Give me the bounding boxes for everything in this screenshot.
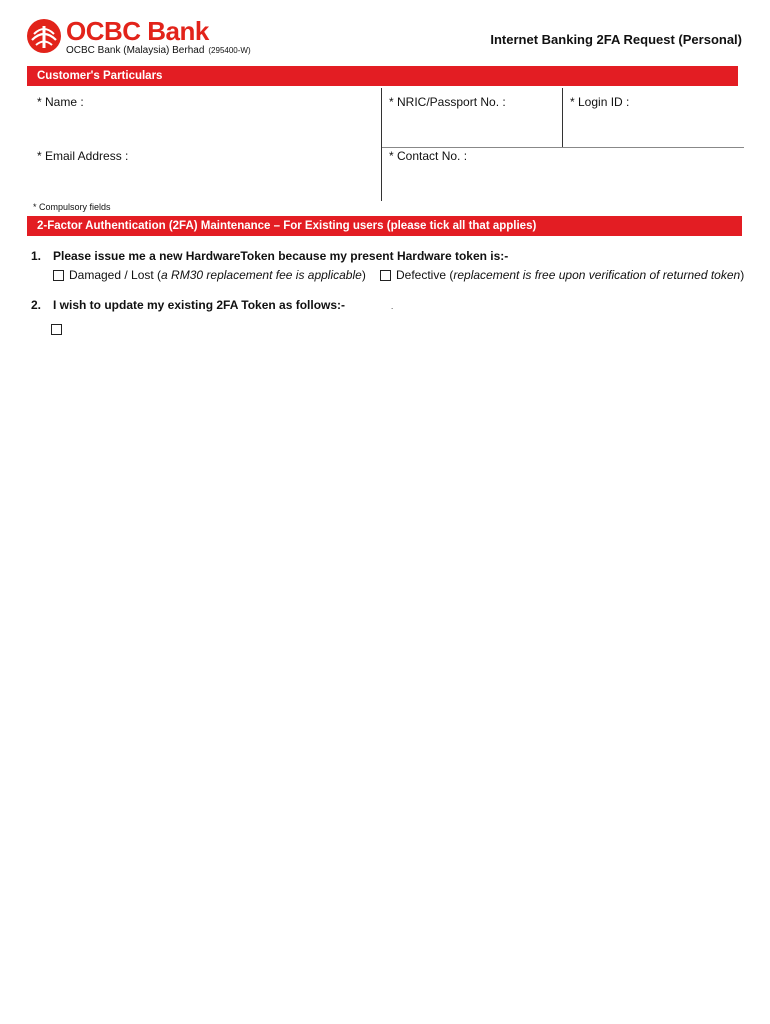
checkbox-defective[interactable] — [380, 270, 391, 281]
name-field[interactable] — [30, 88, 380, 146]
option-defective-label: Defective ( — [396, 268, 454, 282]
question-2-number: 2. — [31, 298, 42, 312]
name-label: * Name : — [37, 95, 84, 109]
bank-logo — [26, 14, 286, 64]
login-id-label: * Login ID : — [570, 95, 630, 109]
option-damaged-lost-close: ) — [361, 268, 366, 282]
email-field[interactable] — [30, 148, 380, 200]
question-1-text: Please issue me a new HardwareToken because my present Hardware token is:- — [53, 249, 509, 263]
bank-name-text: OCBC Bank (Malaysia) Berhad — [66, 45, 205, 56]
logo-wordmark: OCBC Bank — [66, 16, 209, 46]
question-1 — [31, 249, 508, 263]
option-defective-note: replacement is free upon verification of returned token — [453, 268, 741, 282]
contact-label: * Contact No. : — [389, 149, 468, 163]
question-2-text: I wish to update my existing 2FA Token as follows:- — [53, 298, 346, 312]
form-title: Internet Banking 2FA Request (Personal) — [490, 32, 742, 47]
option-defective-close: ) — [740, 268, 745, 282]
compulsory-note: * Compulsory fields — [33, 202, 111, 212]
login-id-field[interactable] — [563, 88, 743, 146]
ocbc-logo-icon — [26, 18, 62, 54]
option-damaged-lost-label: Damaged / Lost ( — [69, 268, 162, 282]
option-damaged-lost-note: a RM30 replacement fee is applicable — [161, 268, 362, 282]
customer-section-header: Customer's Particulars — [27, 66, 738, 86]
bank-name — [66, 45, 251, 56]
option-damaged-lost[interactable] — [53, 268, 366, 282]
checkbox-update-token[interactable] — [51, 324, 62, 335]
option-update-token[interactable] — [51, 324, 67, 335]
table-divider — [381, 88, 382, 201]
contact-field[interactable] — [382, 148, 742, 200]
email-label: * Email Address : — [37, 149, 129, 163]
table-divider — [562, 88, 563, 147]
twofa-section-header: 2-Factor Authentication (2FA) Maintenance – For Existing users (please tick all that applies) — [27, 216, 742, 236]
question-1-number: 1. — [31, 249, 42, 263]
question-2 — [31, 298, 345, 312]
option-defective[interactable] — [380, 268, 744, 282]
checkbox-damaged-lost[interactable] — [53, 270, 64, 281]
table-divider — [382, 147, 744, 148]
nric-label: * NRIC/Passport No. : — [389, 95, 506, 109]
stray-dot: . — [391, 302, 394, 311]
bank-registration: (295400-W) — [208, 46, 251, 55]
nric-field[interactable] — [382, 88, 562, 146]
